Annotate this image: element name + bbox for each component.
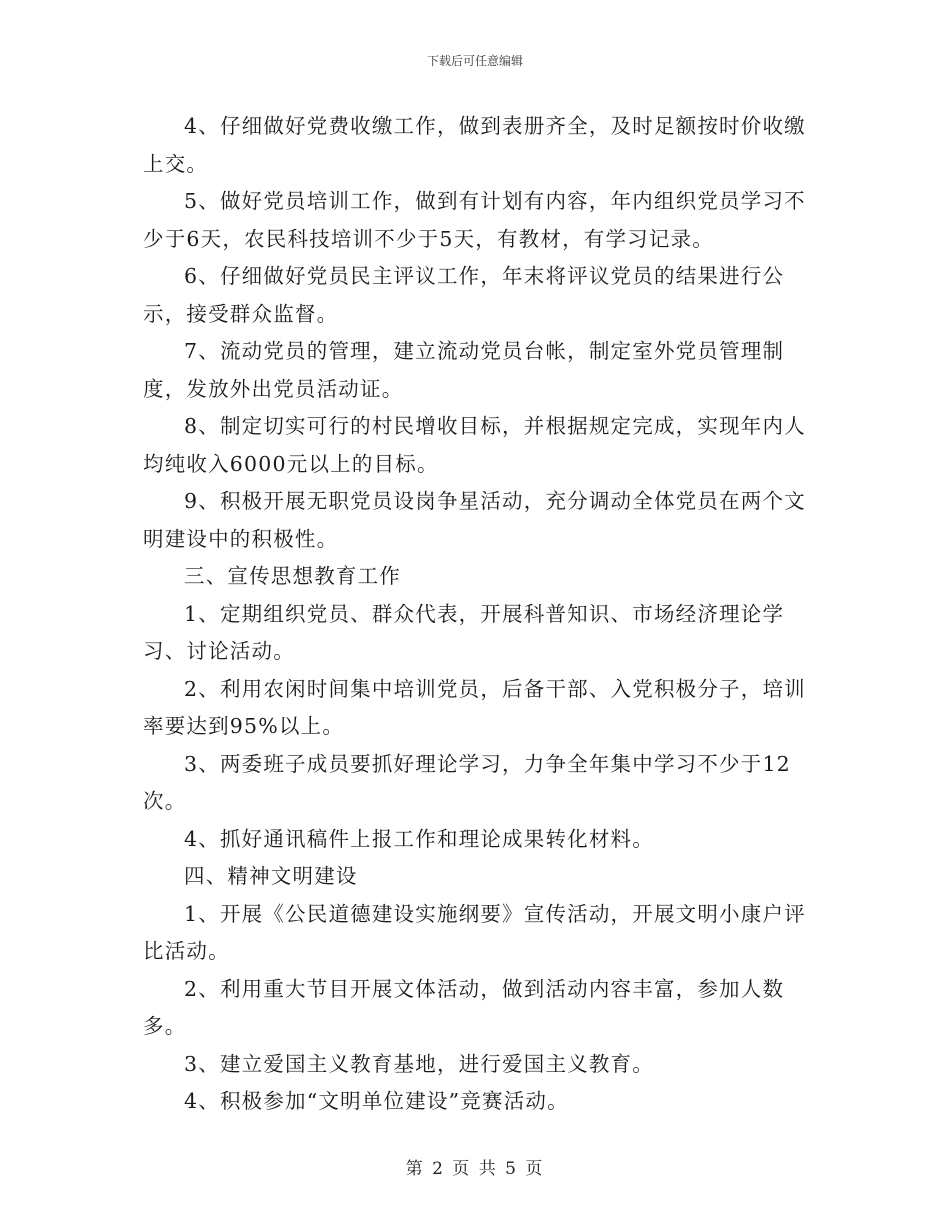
paragraph-income-target: 8、制定切实可行的村民增收目标，并根据规定完成，实现年内人均纯收入6000元以上的目标。 — [143, 414, 806, 476]
paragraph-member-training: 5、做好党员培训工作，做到有计划有内容，年内组织党员学习不少于6天，农民科技培训不少于5天，有教材，有学习记录。 — [143, 189, 806, 251]
paragraph-regular-study: 1、定期组织党员、群众代表，开展科普知识、市场经济理论学习、讨论活动。 — [143, 601, 785, 663]
paragraph-civilized-unit: 4、积极参加“文明单位建设”竞赛活动。 — [184, 1089, 569, 1113]
page-header: 下载后可任意编辑 — [426, 54, 523, 68]
paragraph-ethics-campaign: 1、开展《公民道德建设实施纲要》宣传活动，开展文明小康户评比活动。 — [143, 901, 806, 963]
paragraph-mobile-members: 7、流动党员的管理，建立流动党员台帐，制定室外党员管理制度，发放外出党员活动证。 — [143, 339, 785, 401]
paragraph-festival-activities: 2、利用重大节目开展文体活动，做到活动内容丰富，参加人数多。 — [143, 976, 785, 1038]
document-body — [143, 108, 823, 1121]
paragraph-theory-study: 3、两委班子成员要抓好理论学习，力争全年集中学习不少于12次。 — [143, 751, 791, 813]
paragraph-star-activity: 9、积极开展无职党员设岗争星活动，充分调动全体党员在两个文明建设中的积极性。 — [143, 489, 806, 551]
paragraph-slack-training: 2、利用农闲时间集中培训党员，后备干部、入党积极分子，培训率要达到95%以上。 — [143, 676, 806, 738]
section-heading-propaganda: 三、宣传思想教育工作 — [184, 564, 401, 588]
paragraph-patriotic-base: 3、建立爱国主义教育基地，进行爱国主义教育。 — [184, 1051, 654, 1076]
paragraph-news-reporting: 4、抓好通讯稿件上报工作和理论成果转化材料。 — [184, 826, 654, 851]
paragraph-party-fee: 4、仔细做好党费收缴工作，做到表册齐全，及时足额按时价收缴上交。 — [143, 114, 806, 176]
page-number: 第 2 页 共 5 页 — [405, 1159, 545, 1179]
paragraph-democratic-review: 6、仔细做好党员民主评议工作，年末将评议党员的结果进行公示，接受群众监督。 — [143, 264, 785, 326]
section-heading-civilization: 四、精神文明建设 — [184, 864, 358, 888]
